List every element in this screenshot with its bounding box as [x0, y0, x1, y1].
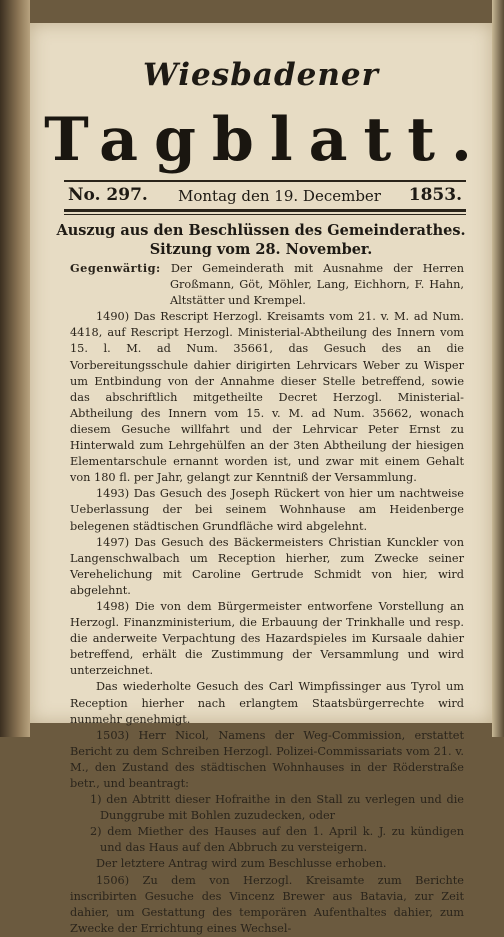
paragraph-1497: 1497) Das Gesuch des Bäckermeisters Christian Kunckler von Langenschwalbach um Reception hierher, zum Zwecke seiner Verehelichung mit Caroline Gertrude Schmidt von hier, wird abgelehnt. — [70, 535, 464, 597]
book-binding-edge — [0, 0, 30, 737]
paragraph-1498: 1498) Die von dem Bürgermeister entworfene Vorstellung an Herzogl. Finanzministerium, die Erbauung der Trinkhalle und resp. die anderweite Verpachtung des Hazardspieles im Kursaale dahier betreffend, erhält die Zustimmung der Versammlung und wird unterzeichnet. — [70, 599, 464, 678]
paragraph-reception: Das wiederholte Gesuch des Carl Wimpfissinger aus Tyrol um Reception hierher nach erlangtem Staatsbürgerrechte wird nunmehr genehmigt. — [70, 680, 464, 726]
attendance-label: Gegenwärtig: — [70, 261, 161, 275]
newspaper-page — [30, 23, 492, 935]
header-rule-top — [64, 180, 466, 182]
paragraph-1503-decision: Der letztere Antrag wird zum Beschlusse erhoben. — [96, 857, 387, 871]
attendance-paragraph — [70, 260, 464, 309]
paragraph-1490: 1490) Das Rescript Herzogl. Kreisamts vom 21. v. M. ad Num. 4418, auf Rescript Herzogl. Ministerial-Abtheilung des Innern vom 15. l. M. ad Num. 35661, das Gesuch des an die Vorbereitungsschule dahier dirigirten Lehrvicars Weber zu Wisper um Entbindung von der Annahme dieser Stelle betreffend, sowie das abschriftlich mitgetheilte Decret Herzogl. Ministerial-Abtheilung des Innern vom 15. v. M. ad Num. 35662, wonach diesem Gesuche willfahrt und der Lehrvicar Peter Ernst zu Hinterwald zum Lehrgehülfen an der 3ten Abtheilung der hiesigen Elementarschule ernannt worden ist, und zwar mit einem Gehalt von 180 fl. per Jahr, gelangt zur Kenntniß der Versammlung. — [70, 310, 464, 485]
section-heading: Auszug aus den Beschlüssen des Gemeinderathes. — [56, 222, 466, 239]
paragraph-1503: 1503) Herr Nicol, Namens der Weg-Commission, erstattet Bericht zu dem Schreiben Herzogl. Polizei-Commissariats vom 21. v. M., den Zustand des städtischen Wohnhauses in der Röderstraße betr., und beantragt: — [70, 728, 464, 790]
paragraph-1503-item-1: 1) den Abtritt dieser Hofraithe in den Stall zu verlegen und die Dunggrube mit Bohlen zuzudecken, oder — [90, 793, 464, 823]
paragraph-1506: 1506) Zu dem von Herzogl. Kreisamte zum Berichte inscribirten Gesuche des Vincenz Brewer aus Batavia, zur Zeit dahier, um Gestattung des temporären Aufenthaltes dahier, zum Zwecke der Errichtung eines Wechsel- — [70, 873, 464, 935]
session-heading: Sitzung vom 28. November. — [149, 241, 373, 258]
attendance-text: Der Gemeinderath mit Ausnahme der Herren Großmann, Göt, Möhler, Lang, Eichhorn, F. Hahn, Altstätter und Krempel. — [170, 262, 465, 308]
article-body — [70, 260, 464, 937]
issue-number: No. 297. — [68, 185, 148, 205]
masthead-title: Tagblatt. — [44, 105, 488, 175]
issue-line — [68, 183, 462, 209]
header-rule-thin — [64, 214, 466, 215]
header-rule-thick — [64, 209, 466, 212]
issue-year: 1853. — [408, 185, 462, 205]
paragraph-1503-item-2: 2) dem Miether des Hauses auf den 1. April k. J. zu kündigen und das Haus auf den Abbruch zu versteigern. — [90, 825, 464, 855]
masthead-city: Wiesbadener — [143, 57, 379, 93]
issue-date: Montag den 19. December — [178, 187, 381, 205]
next-page-edge — [492, 0, 504, 737]
paragraph-1493: 1493) Das Gesuch des Joseph Rückert von hier um nachtweise Ueberlassung der bei seinem Wohnhause am Heidenberge belegenen städtischen Grundfläche wird abgelehnt. — [70, 487, 464, 533]
